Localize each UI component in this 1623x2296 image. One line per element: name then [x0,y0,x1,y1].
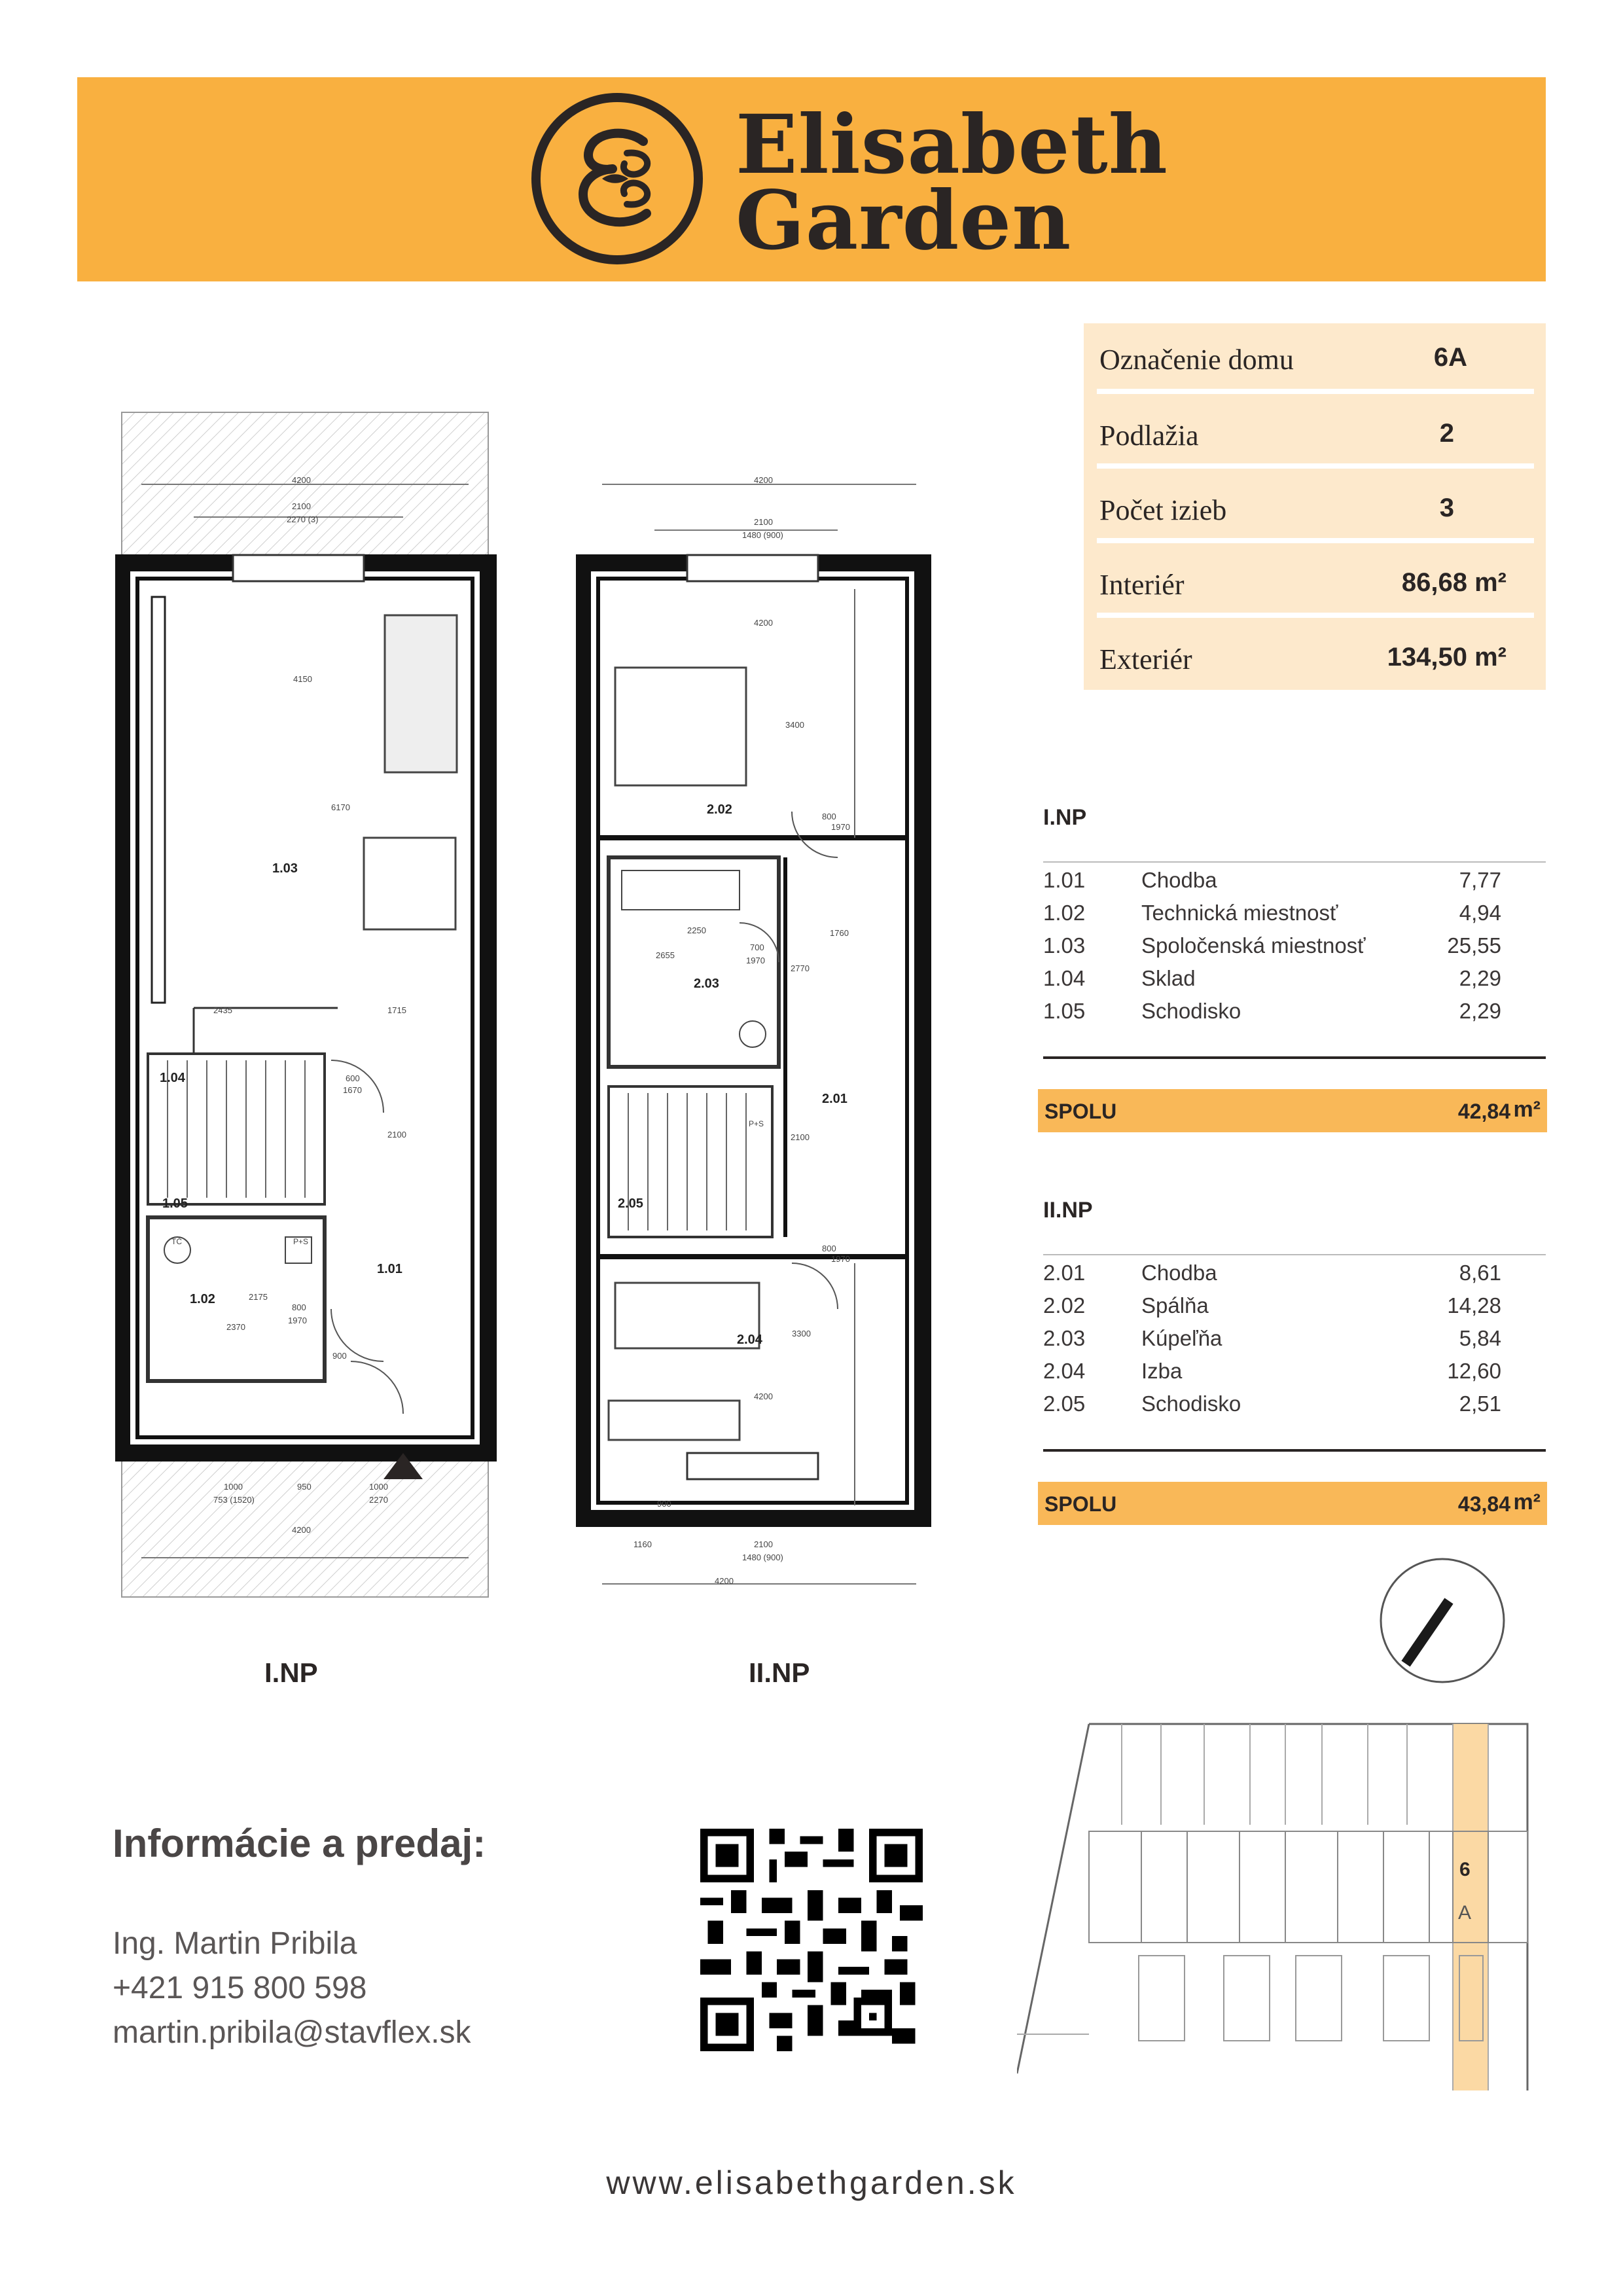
dimension-label: 900 [332,1351,347,1361]
info-label: Exteriér [1099,643,1192,675]
dimension-label: 3400 [785,720,804,730]
dimension-label: 2250 [687,925,706,935]
room-name: Kúpeľňa [1141,1326,1222,1350]
brand-name-line1: Elisabeth [736,98,1168,192]
table-row [1043,1356,1501,1389]
dimension-label: 2770 [791,963,810,973]
dimension-label: 4200 [715,1576,734,1586]
total-label: SPOLU [1044,1100,1117,1123]
dimension-label: 2100 [387,1130,406,1139]
dimension-label: 1715 [387,1005,406,1015]
elisabeth-garden-logo-icon [529,90,705,267]
info-label: Počet izieb [1099,494,1227,526]
info-value: 6A [1433,343,1467,372]
room-area: 5,84 [1459,1326,1501,1350]
table-row [1043,1291,1501,1323]
room-tag: 1.02 [190,1292,215,1306]
table-rule [1043,1449,1546,1452]
divider [1097,389,1534,394]
dimension-label: 950 [297,1482,312,1492]
north-arrow-icon [1377,1555,1508,1686]
room-number: 1.03 [1043,933,1086,958]
room-area: 25,55 [1447,933,1501,958]
room-name: Spálňa [1141,1293,1209,1318]
dimension-label: 1000 [224,1482,243,1492]
contact-email[interactable]: martin.pribila@stavflex.sk [113,2015,471,2050]
room-name: Izba [1141,1359,1183,1383]
dimension-label: 6170 [331,802,350,812]
room-name: Sklad [1141,966,1196,990]
contact-title: Informácie a predaj: [113,1821,486,1865]
dimension-label: 600 [346,1073,360,1083]
room-name: Chodba [1141,1261,1217,1285]
floor-plan-2np [576,471,942,1610]
floor1-table-title: I.NP [1043,805,1087,830]
room-tag: 2.03 [694,977,719,991]
dimension-label: 1160 [633,1539,652,1549]
dimension-label: 2175 [249,1292,268,1302]
dimension-label: 1480 (900) [742,1552,783,1562]
website-link[interactable]: www.elisabethgarden.sk [606,2164,1017,2201]
table-rule [1043,861,1546,863]
dimension-label: 2100 [754,517,773,527]
dimension-label: 800 [292,1302,306,1312]
dimension-label: 1970 [746,956,765,965]
room-name: Spoločenská miestnosť [1141,933,1366,958]
total-unit: m² [1513,1490,1541,1515]
table-rule [1043,1254,1546,1255]
dimension-label: 1970 [288,1316,307,1325]
floor2-table-title: II.NP [1043,1198,1093,1223]
dimension-label: 1760 [830,928,849,938]
room-tag: 1.05 [162,1196,188,1211]
total-value: 43,84 [1457,1492,1510,1516]
room-name: Technická miestnosť [1141,901,1338,925]
room-number: 2.05 [1043,1391,1086,1416]
dimension-label: 753 (1520) [213,1495,255,1505]
info-value: 86,68 m² [1401,568,1507,597]
room-tag: 1.01 [377,1262,402,1276]
total-label: SPOLU [1044,1492,1117,1516]
room-tag: 2.04 [737,1333,762,1347]
room-number: 2.02 [1043,1293,1086,1318]
house-info-panel [1084,323,1546,690]
room-name: Chodba [1141,868,1217,892]
room-area: 12,60 [1447,1359,1501,1383]
info-label: Interiér [1099,569,1185,601]
dimension-label: 4200 [754,618,773,628]
floor-plan-1np [115,406,508,1610]
floor1-total-bar [1038,1089,1547,1132]
total-value: 42,84 [1457,1100,1510,1123]
dimension-label: 2370 [226,1322,245,1332]
total-unit: m² [1513,1097,1541,1122]
plan-caption-1np: I.NP [264,1657,318,1688]
room-area: 7,77 [1459,868,1501,892]
dimension-label: 700 [750,942,764,952]
dimension-label: 4200 [292,475,311,485]
room-tag: 1.03 [272,861,298,876]
dimension-label: 4200 [292,1525,311,1535]
room-number: 2.04 [1043,1359,1086,1383]
site-house-number: 6 [1459,1859,1471,1880]
table-rule [1043,1056,1546,1059]
info-value: 3 [1439,493,1454,522]
dimension-label: 2435 [213,1005,232,1015]
divider [1097,538,1534,543]
dimension-label: 4200 [754,1391,773,1401]
info-value: 2 [1439,419,1454,448]
dimension-label: 1970 [831,822,850,832]
table-row [1043,1323,1501,1356]
dimension-label: 800 [822,1244,836,1253]
contact-name: Ing. Martin Pribila [113,1926,357,1961]
brand-name-line2: Garden [736,173,1072,268]
info-value: 134,50 m² [1387,643,1507,672]
qr-code[interactable] [700,1829,923,2051]
room-area: 4,94 [1459,901,1501,925]
room-area: 2,29 [1459,999,1501,1023]
room-number: 1.02 [1043,901,1086,925]
room-number: 2.01 [1043,1261,1086,1285]
room-name: Schodisko [1141,1391,1241,1416]
dimension-label: 3300 [792,1329,811,1338]
room-area: 2,29 [1459,966,1501,990]
table-row [1043,1258,1501,1291]
table-row [1043,963,1501,996]
room-tag: 1.04 [160,1071,185,1085]
room-number: 1.05 [1043,999,1086,1023]
table-row [1043,898,1501,931]
room-area: 2,51 [1459,1391,1501,1416]
dimension-label: 2270 [369,1495,388,1505]
dimension-label: 2100 [754,1539,773,1549]
fixture-label: TČ [171,1237,182,1246]
dimension-label: 2270 (3) [287,514,319,524]
fixture-label: P+S [293,1237,309,1246]
fixture-label: P+S [749,1119,764,1128]
table-row [1043,931,1501,963]
room-area: 14,28 [1447,1293,1501,1318]
info-row-exterior [1084,623,1546,699]
room-tag: 2.05 [618,1196,643,1211]
dimension-label: 4200 [754,475,773,485]
plan-caption-2np: II.NP [749,1657,810,1688]
dimension-label: 2100 [791,1132,810,1142]
table-row [1043,1389,1501,1422]
room-number: 2.03 [1043,1326,1086,1350]
table-row [1043,996,1501,1029]
divider [1097,613,1534,618]
dimension-label: 1670 [343,1085,362,1095]
room-tag: 2.02 [707,802,732,817]
room-tag: 2.01 [822,1092,847,1106]
dimension-label: 800 [822,812,836,821]
dimension-label: 1480 (900) [742,530,783,540]
divider [1097,463,1534,469]
floor2-total-bar [1038,1482,1547,1525]
table-row [1043,865,1501,898]
dimension-label: 1970 [831,1254,850,1264]
info-row-house-id [1084,323,1546,399]
dimension-label: 4150 [293,674,312,684]
room-area: 8,61 [1459,1261,1501,1285]
dimension-label: 2655 [656,950,675,960]
room-number: 1.01 [1043,868,1086,892]
info-label: Podlažia [1099,420,1199,452]
dimension-label: 2100 [292,501,311,511]
dimension-label: 1000 [369,1482,388,1492]
room-number: 1.04 [1043,966,1086,990]
dimension-label: 900 [657,1499,671,1509]
site-house-letter: A [1458,1902,1472,1924]
contact-phone[interactable]: +421 915 800 598 [113,1971,367,2005]
room-name: Schodisko [1141,999,1241,1023]
info-label: Označenie domu [1099,344,1294,376]
